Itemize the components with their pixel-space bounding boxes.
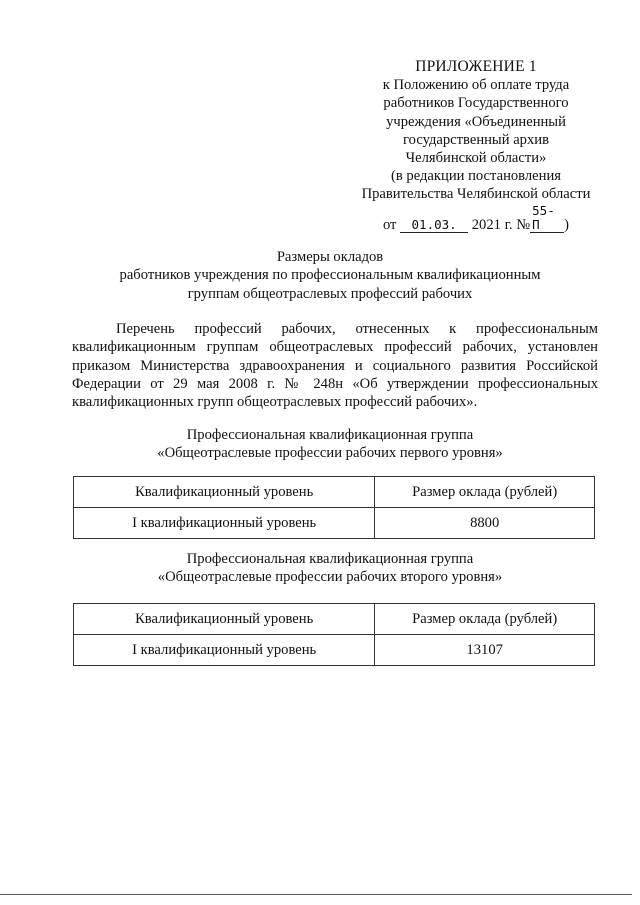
table-header-cell: Квалификационный уровень: [74, 477, 375, 508]
document-title: [60, 248, 600, 303]
table-header-row: [74, 477, 595, 508]
appendix-line: работников Государственного: [383, 95, 569, 112]
appendix-line: государственный архив: [403, 131, 549, 148]
table-row: [74, 508, 595, 539]
page-bottom-rule: [0, 894, 632, 895]
title-line: Размеры окладов: [276, 249, 384, 265]
title-line: группам общеотраслевых профессий рабочих: [187, 285, 473, 302]
handwritten-number: 55-П: [530, 204, 564, 233]
group-heading-second-level: [60, 550, 600, 587]
table-row: [74, 635, 595, 666]
table-cell: 13107: [375, 635, 595, 666]
group-heading-line: «Общеотраслевые профессии рабочих второго уровня»: [157, 569, 503, 586]
appendix-line: к Положению об оплате труда: [382, 77, 570, 94]
title-line: работников учреждения по профессиональным квалификационным: [119, 267, 541, 284]
close-paren: ): [564, 216, 570, 233]
group-heading-first-level: [60, 426, 600, 463]
handwritten-date: 01.03.: [400, 218, 468, 233]
group-heading-line: «Общеотраслевые профессии рабочих первого уровня»: [157, 445, 503, 462]
appendix-heading: ПРИЛОЖЕНИЕ 1: [415, 58, 537, 75]
appendix-line: учреждения «Объединенный: [386, 113, 566, 130]
table-header-cell: Квалификационный уровень: [74, 604, 375, 635]
salary-table-first-level: [73, 476, 595, 539]
table-cell: I квалификационный уровень: [74, 635, 375, 666]
group-heading-line: Профессиональная квалификационная группа: [186, 427, 474, 443]
appendix-line: Правительства Челябинской области: [361, 186, 591, 203]
table-cell: I квалификационный уровень: [74, 508, 375, 539]
appendix-line: Челябинской области»: [405, 150, 547, 167]
date-prefix: от: [382, 216, 397, 233]
table-header-cell: Размер оклада (рублей): [375, 604, 595, 635]
intro-paragraph: Перечень профессий рабочих, отнесенных к профессиональным квалификационным группам общеотраслевых профессий рабочих, установлен приказом Министерства здравоохранения и социального развития Российской Федерации от 29 мая 2008 г. № 248н «Об утверждении профессиональных квалификационных групп общеотраслевых профессий рабочих».: [72, 321, 598, 411]
table-cell: 8800: [375, 508, 595, 539]
table-header-cell: Размер оклада (рублей): [375, 477, 595, 508]
salary-table-second-level: [73, 603, 595, 666]
appendix-block: [340, 58, 612, 234]
appendix-date-line: [340, 204, 612, 234]
group-heading-line: Профессиональная квалификационная группа: [186, 551, 474, 567]
table-header-row: [74, 604, 595, 635]
appendix-line: (в редакции постановления: [391, 168, 561, 185]
year-text: 2021 г. №: [471, 216, 531, 233]
